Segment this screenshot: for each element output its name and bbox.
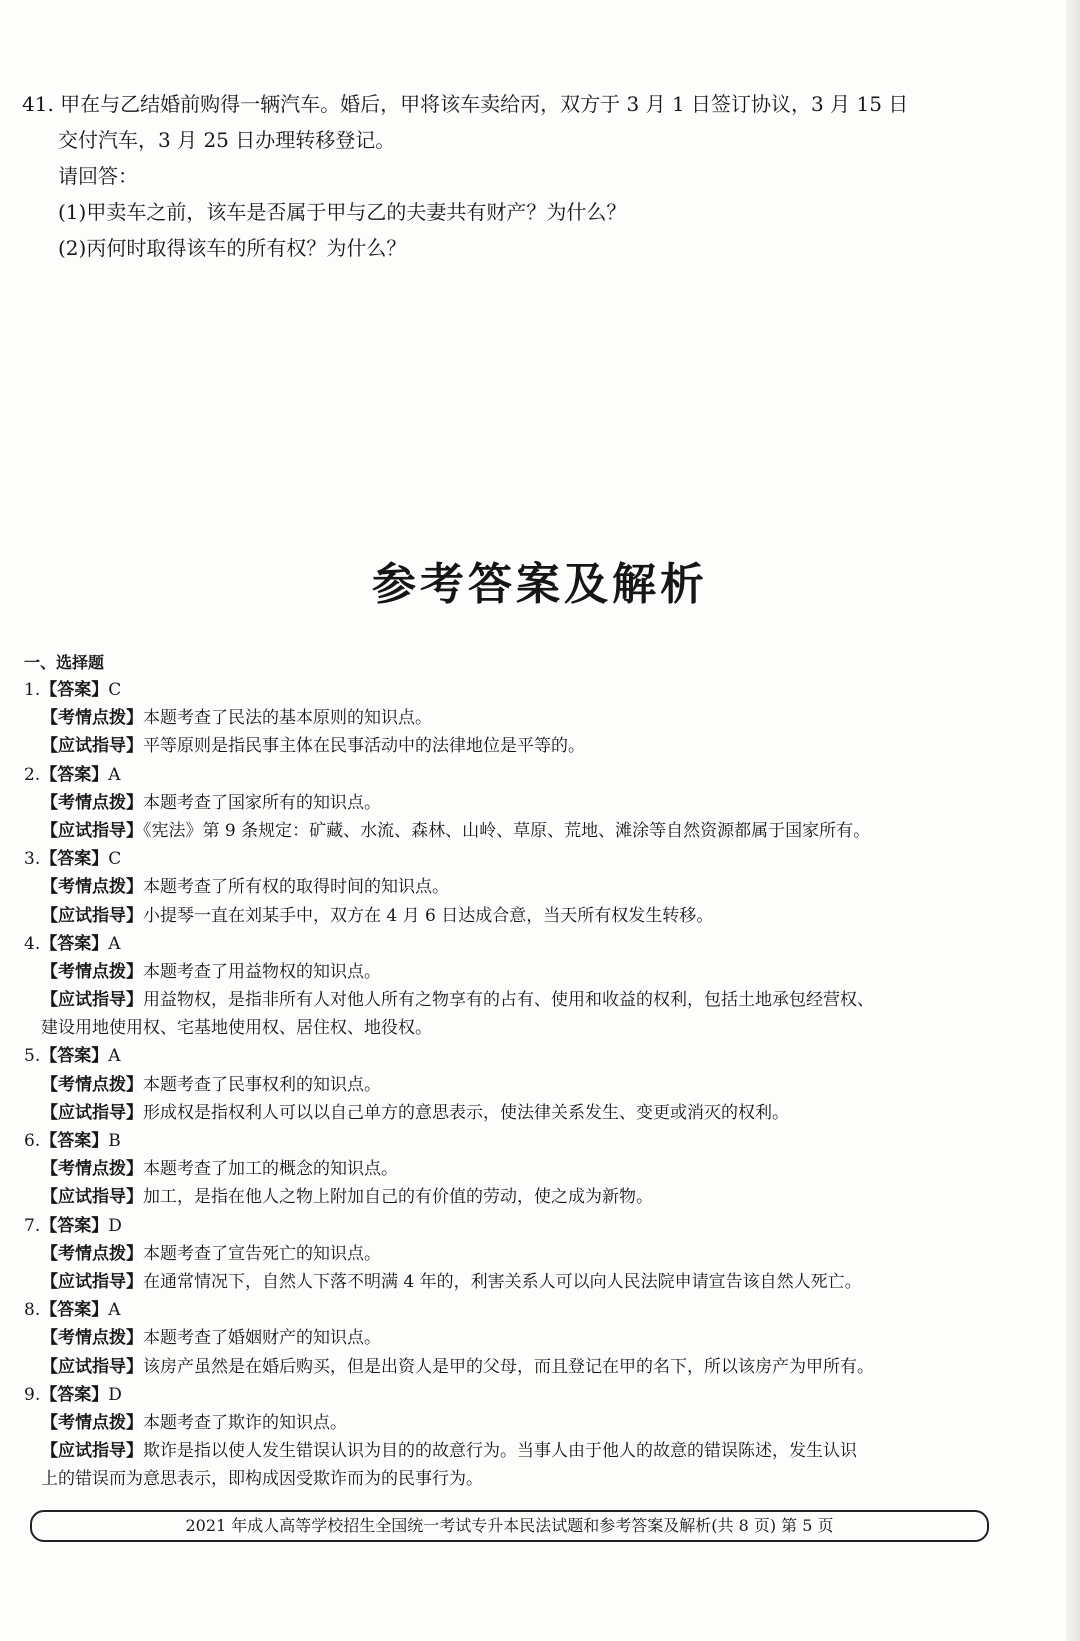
answer-choice: B	[108, 1131, 121, 1151]
focus-tag: 【考情点拨】	[41, 1412, 143, 1433]
question-41-sub-1: (1)甲卖车之前，该车是否属于甲与乙的夫妻共有财产？为什么？	[58, 200, 627, 224]
answer-line	[24, 676, 1034, 704]
guide-continuation: 上的错误而为意思表示，即构成因受欺诈而为的民事行为。	[41, 1469, 483, 1490]
guide-text: 加工，是指在他人之物上附加自己的有价值的劳动，使之成为新物。	[143, 1187, 653, 1208]
focus-text: 本题考查了宣告死亡的知识点。	[143, 1243, 381, 1264]
answer-tag: 【答案】	[40, 1215, 109, 1236]
focus-text: 本题考查了所有权的取得时间的知识点。	[143, 877, 449, 898]
focus-tag: 【考情点拨】	[41, 1159, 143, 1180]
answer-tag: 【答案】	[40, 1131, 109, 1151]
guide-tag: 【应试指导】	[41, 1102, 143, 1123]
question-41-line-1: 41. 甲在与乙结婚前购得一辆汽车。婚后，甲将该车卖给丙，双方于 3 月 1 日签订协议，3 月 15 日	[22, 92, 909, 116]
guide-text: 《宪法》第 9 条规定：矿藏、水流、森林、山岭、草原、荒地、滩涂等自然资源都属于国家所有。	[143, 820, 871, 841]
answer-tag: 【答案】	[40, 1046, 109, 1067]
focus-line	[24, 1240, 1034, 1268]
guide-text: 小提琴一直在刘某手中，双方在 4 月 6 日达成合意，当天所有权发生转移。	[143, 905, 714, 926]
guide-tag: 【应试指导】	[41, 1271, 143, 1292]
answer-item	[24, 676, 1034, 761]
focus-tag: 【考情点拨】	[41, 1243, 143, 1264]
focus-line	[24, 958, 1034, 986]
focus-line	[24, 1155, 1034, 1183]
answer-tag: 【答案】	[40, 1300, 109, 1321]
answer-item	[24, 761, 1034, 846]
guide-line	[24, 1268, 1034, 1296]
answer-number: 9.	[24, 1384, 41, 1405]
answer-tag: 【答案】	[40, 680, 109, 700]
guide-tag: 【应试指导】	[41, 1356, 143, 1377]
answer-line	[24, 845, 1034, 873]
guide-text: 该房产虽然是在婚后购买，但是出资人是甲的父母，而且登记在甲的名下，所以该房产为甲所有。	[143, 1356, 874, 1377]
guide-text: 平等原则是指民事主体在民事活动中的法律地位是平等的。	[143, 736, 585, 757]
answer-number: 2.	[24, 764, 41, 785]
page-edge-shadow	[1066, 0, 1080, 1641]
answer-number: 5.	[24, 1046, 41, 1067]
answer-choice: C	[108, 680, 122, 700]
answer-choice: A	[108, 764, 121, 785]
section-heading: 一、选择题	[24, 653, 105, 672]
answer-item	[24, 1042, 1034, 1127]
answer-choice: C	[108, 849, 122, 870]
guide-continuation: 建设用地使用权、宅基地使用权、居住权、地役权。	[41, 1018, 432, 1039]
question-41-sub-2: (2)丙何时取得该车的所有权？为什么？	[58, 236, 407, 260]
guide-text: 欺诈是指以使人发生错误认识为目的的故意行为。当事人由于他人的故意的错误陈述，发生认识	[143, 1441, 857, 1462]
focus-tag: 【考情点拨】	[41, 708, 143, 729]
answer-line	[24, 761, 1034, 789]
question-41-line-2: 交付汽车，3 月 25 日办理转移登记。	[58, 128, 396, 152]
answer-line	[24, 930, 1034, 958]
answer-tag: 【答案】	[40, 933, 109, 954]
guide-line	[24, 732, 1034, 760]
guide-line	[24, 986, 1034, 1014]
focus-tag: 【考情点拨】	[41, 877, 143, 898]
answer-line	[24, 1212, 1034, 1240]
guide-tag: 【应试指导】	[41, 1441, 143, 1462]
guide-line	[24, 1437, 1034, 1465]
answer-tag: 【答案】	[40, 1384, 109, 1405]
answer-choice: D	[108, 1215, 122, 1236]
focus-text: 本题考查了欺诈的知识点。	[143, 1412, 347, 1433]
guide-line	[24, 1353, 1034, 1381]
focus-text: 本题考查了民事权利的知识点。	[143, 1074, 381, 1095]
focus-text: 本题考查了国家所有的知识点。	[143, 792, 381, 813]
answer-item	[24, 930, 1034, 1043]
answer-item	[24, 1212, 1034, 1297]
answer-number: 4.	[24, 933, 41, 954]
answer-item	[24, 845, 1034, 930]
guide-tag: 【应试指导】	[41, 736, 143, 757]
focus-tag: 【考情点拨】	[41, 1074, 143, 1095]
page-footer: 2021 年成人高等学校招生全国统一考试专升本民法试题和参考答案及解析(共 8 页) 第 5 页	[30, 1510, 989, 1542]
answer-item	[24, 1127, 1034, 1212]
guide-tag: 【应试指导】	[41, 820, 143, 841]
guide-tag: 【应试指导】	[41, 905, 143, 926]
focus-line	[24, 704, 1034, 732]
answer-number: 6.	[24, 1131, 41, 1151]
guide-line	[24, 902, 1034, 930]
answer-line	[24, 1381, 1034, 1409]
focus-tag: 【考情点拨】	[41, 792, 143, 813]
answer-choice: A	[108, 1046, 121, 1067]
answer-choice: A	[108, 1300, 121, 1321]
answer-line	[24, 1042, 1034, 1070]
answer-item	[24, 1381, 1034, 1494]
answer-tag: 【答案】	[40, 764, 109, 785]
guide-text: 形成权是指权利人可以以自己单方的意思表示，使法律关系发生、变更或消灭的权利。	[143, 1102, 789, 1123]
guide-line	[24, 1183, 1034, 1211]
focus-tag: 【考情点拨】	[41, 1328, 143, 1349]
focus-line	[24, 873, 1034, 901]
answer-number: 1.	[24, 680, 41, 700]
answer-choice: A	[108, 933, 121, 954]
answer-line	[24, 1127, 1034, 1155]
guide-tag: 【应试指导】	[41, 1187, 143, 1208]
focus-text: 本题考查了民法的基本原则的知识点。	[143, 708, 432, 729]
question-41-prompt: 请回答：	[58, 164, 138, 188]
focus-tag: 【考情点拨】	[41, 961, 143, 982]
focus-line	[24, 1409, 1034, 1437]
answer-line	[24, 1296, 1034, 1324]
question-41	[22, 86, 1032, 266]
guide-text: 在通常情况下，自然人下落不明满 4 年的，利害关系人可以向人民法院申请宣告该自然人死亡。	[143, 1271, 862, 1292]
answer-number: 8.	[24, 1300, 41, 1321]
focus-line	[24, 789, 1034, 817]
guide-line	[24, 1099, 1034, 1127]
focus-text: 本题考查了婚姻财产的知识点。	[143, 1328, 381, 1349]
guide-text: 用益物权，是指非所有人对他人所有之物享有的占有、使用和收益的权利，包括土地承包经营权、	[143, 990, 874, 1011]
focus-line	[24, 1324, 1034, 1352]
answers-section	[24, 650, 1034, 1493]
guide-tag: 【应试指导】	[41, 990, 143, 1011]
answer-item	[24, 1296, 1034, 1381]
guide-line	[24, 817, 1034, 845]
focus-text: 本题考查了用益物权的知识点。	[143, 961, 381, 982]
answer-number: 7.	[24, 1215, 41, 1236]
focus-line	[24, 1071, 1034, 1099]
page-title: 参考答案及解析	[372, 559, 708, 610]
answer-number: 3.	[24, 849, 41, 870]
answer-list	[24, 676, 1034, 1493]
answer-choice: D	[108, 1384, 122, 1405]
focus-text: 本题考查了加工的概念的知识点。	[143, 1159, 398, 1180]
answer-tag: 【答案】	[40, 849, 109, 870]
